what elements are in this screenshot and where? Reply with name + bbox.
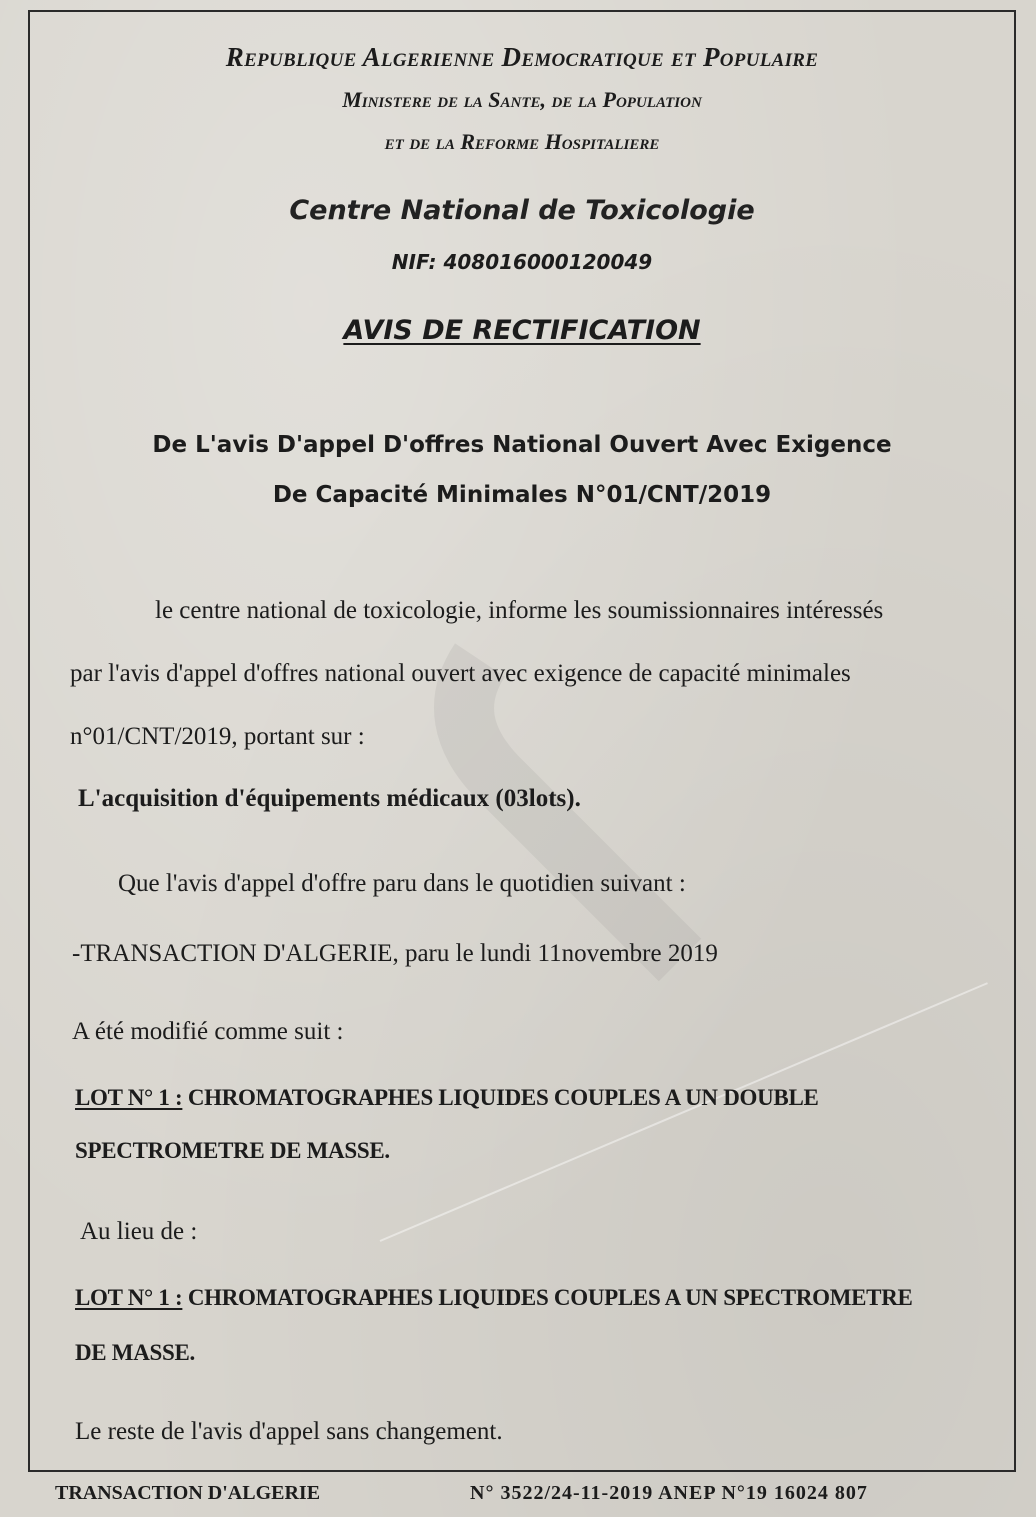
instead-of-line: Au lieu de : (80, 1218, 198, 1245)
object-line: L'acquisition d'équipements médicaux (03lots). (78, 785, 581, 812)
notice-subtitle-line2: De Capacité Minimales N°01/CNT/2019 (272, 482, 772, 508)
footer-reference: N° 3522/24-11-2019 ANEP N°19 16024 807 (470, 1482, 868, 1504)
lot-old-label: LOT N° 1 : (75, 1285, 183, 1310)
nif-number: NIF: 408016000120049 (391, 250, 653, 274)
modified-line: A été modifié comme suit : (72, 1018, 344, 1045)
intro-line1: le centre national de toxicologie, informe les soumissionnaires intéressés (155, 597, 884, 624)
lot-new-line1 (75, 1085, 819, 1111)
closing-line: Le reste de l'avis d'appel sans changement. (75, 1418, 503, 1445)
notice-subtitle-line1: De L'avis D'appel D'offres National Ouvert Avec Exigence (152, 432, 892, 458)
intro-line3: n°01/CNT/2019, portant sur : (70, 723, 365, 750)
lot-new-label: LOT N° 1 : (75, 1085, 183, 1110)
lot-new-text: CHROMATOGRAPHES LIQUIDES COUPLES A UN DOUBLE (182, 1085, 819, 1110)
lot-old-line2: DE MASSE. (75, 1340, 195, 1365)
footer-publication: TRANSACTION D'ALGERIE (55, 1482, 321, 1504)
newspaper-line: -TRANSACTION D'ALGERIE, paru le lundi 11novembre 2019 (72, 940, 718, 967)
republic-heading: Republique Algerienne Democratique et Populaire (225, 42, 819, 72)
lot-old-line1 (75, 1285, 913, 1311)
notice-title: AVIS DE RECTIFICATION (343, 315, 701, 346)
ministry-heading-line1: Ministere de la Sante, de la Population (342, 87, 702, 112)
ministry-heading-line2: et de la Reforme Hospitaliere (384, 129, 660, 154)
lot-new-line2: SPECTROMETRE DE MASSE. (75, 1138, 390, 1163)
lot-old-text: CHROMATOGRAPHES LIQUIDES COUPLES A UN SPECTROMETRE (182, 1285, 913, 1310)
organization-name: Centre National de Toxicologie (289, 195, 755, 226)
intro-line2: par l'avis d'appel d'offres national ouvert avec exigence de capacité minimales (70, 660, 851, 687)
published-in-line: Que l'avis d'appel d'offre paru dans le quotidien suivant : (118, 870, 686, 897)
